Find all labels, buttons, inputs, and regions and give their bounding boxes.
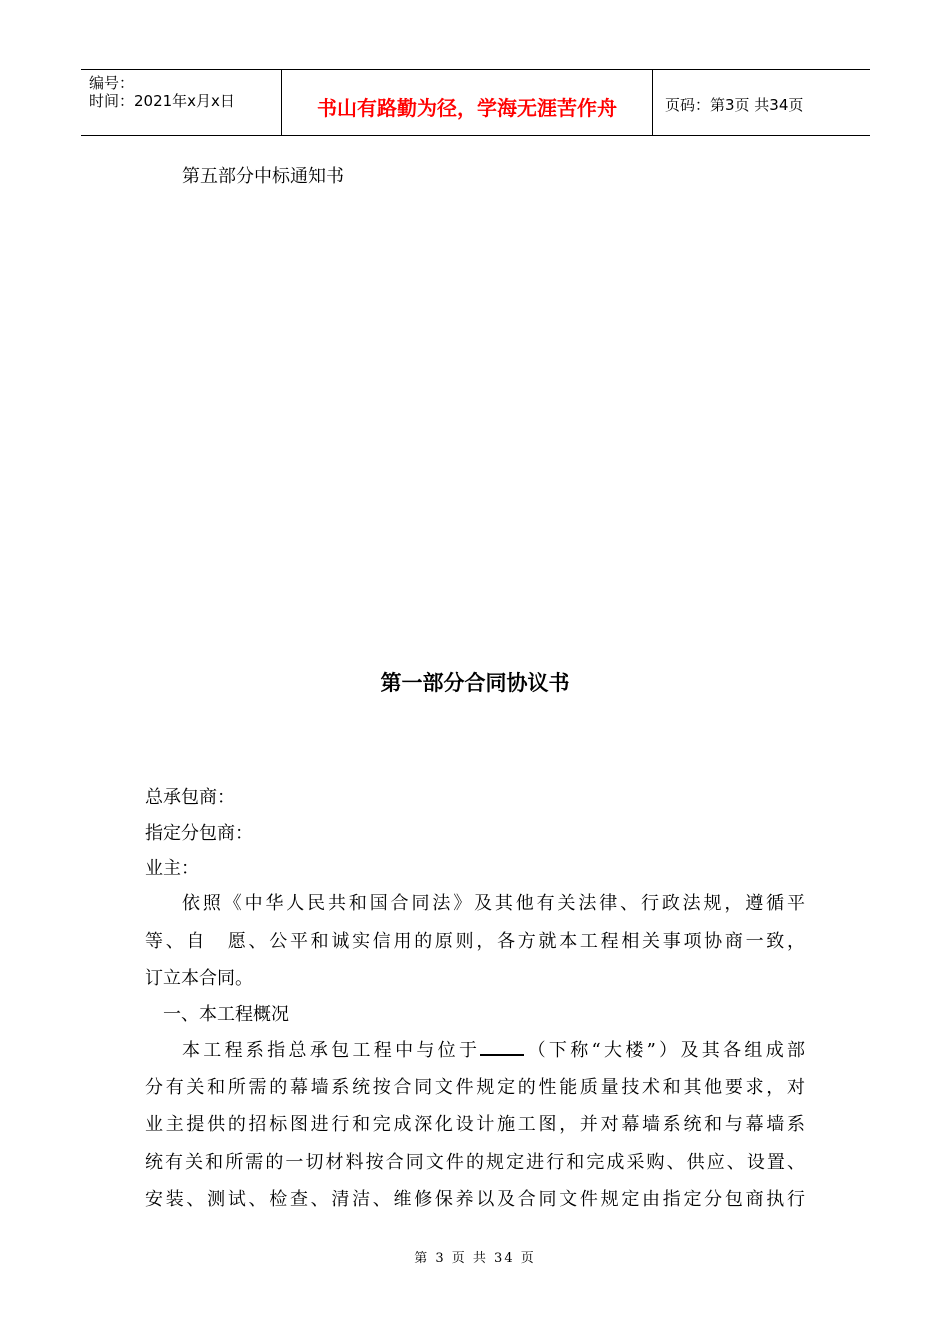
header-middle-cell [281, 70, 653, 135]
paragraph-line: 安装、测试、检查、清洁、维修保养以及合同文件规定由指定分包商执行 [145, 1189, 805, 1210]
date-label: 时间：2021年x月x日 [89, 92, 235, 110]
paragraph-line: 等、自 愿、公平和诚实信用的原则，各方就本工程相关事项协商一致， [145, 931, 805, 952]
page-footer: 第 3 页 共 34 页 [414, 1251, 536, 1266]
section-heading: 一、本工程概况 [163, 1004, 289, 1025]
paragraph-text: 本工程系指总承包工程中与位于 [182, 1040, 481, 1061]
page-header [81, 69, 870, 136]
serial-label: 编号： [89, 74, 135, 92]
document-title: 第一部分合同协议书 [380, 671, 570, 695]
paragraph-line: 业主提供的招标图进行和完成深化设计施工图，并对幕墙系统和与幕墙系 [145, 1114, 805, 1135]
paragraph-line: 依照《中华人民共和国合同法》及其他有关法律、行政法规，遵循平 [182, 893, 805, 914]
paragraph-line [182, 1036, 805, 1062]
section-note: 第五部分中标通知书 [182, 166, 344, 187]
paragraph-line: 统有关和所需的一切材料按合同文件的规定进行和完成采购、供应、设置、 [145, 1152, 805, 1173]
paragraph-text: （下称“大楼”）及其各组成部 [524, 1040, 805, 1061]
header-left-cell [81, 70, 281, 135]
paragraph-line: 分有关和所需的幕墙系统按合同文件规定的性能质量技术和其他要求，对 [145, 1077, 805, 1098]
location-blank [480, 1038, 524, 1056]
header-right-cell [653, 70, 870, 135]
header-motto: 书山有路勤为径，学海无涯苦作舟 [317, 96, 617, 120]
header-page-info: 页码：第3页 共34页 [665, 96, 804, 114]
contractor-label: 总承包商： [145, 787, 235, 808]
subcontractor-label: 指定分包商： [145, 823, 253, 844]
owner-label: 业主： [145, 858, 199, 879]
paragraph-line: 订立本合同。 [145, 968, 253, 989]
